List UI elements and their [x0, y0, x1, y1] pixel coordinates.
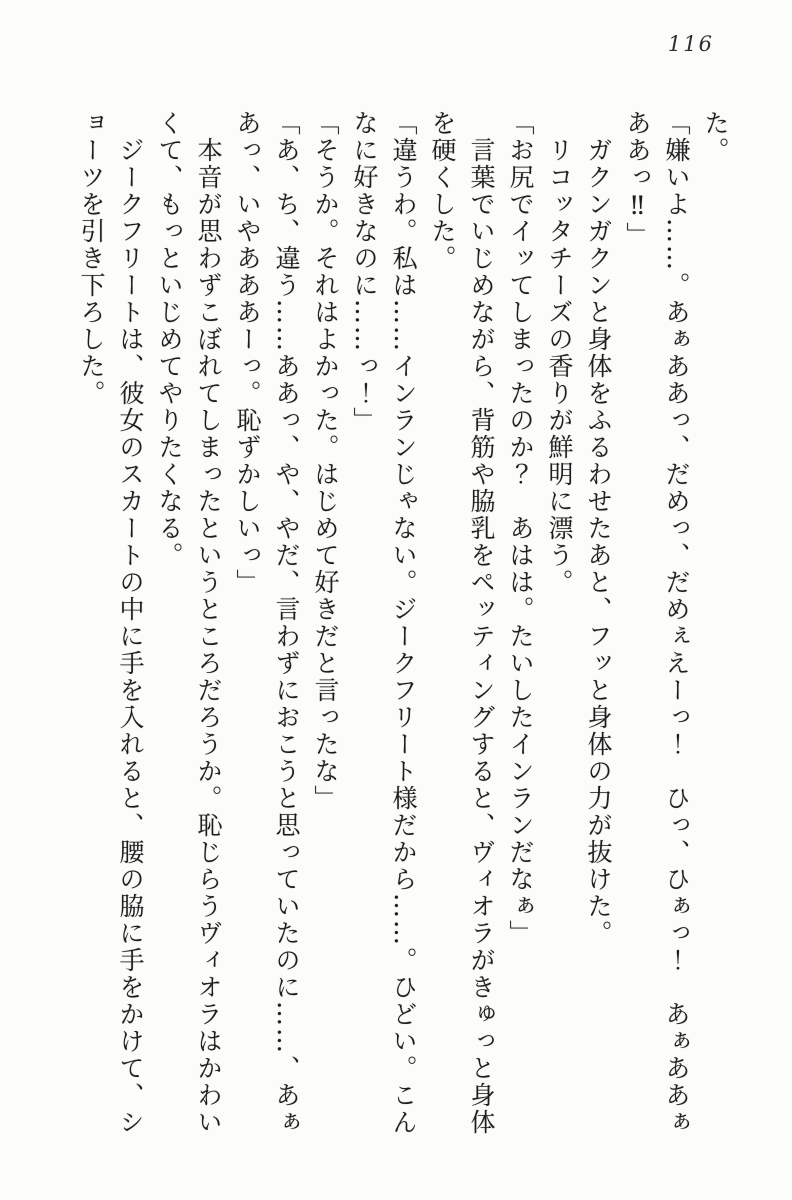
paragraph: 言葉でいじめながら、背筋や脇乳をペッティングすると、ヴィオラがきゅっと身体を硬くした。 — [428, 110, 496, 1136]
paragraph: 「お尻でイッてしまったのか？ あはは。たいしたインランだなぁ」 — [506, 110, 535, 947]
paragraph: ジークフリートは、彼女のスカートの中に手を入れると、腰の脇に手をかけて、ショーツを引き下ろした。 — [77, 110, 145, 1136]
paragraph: 「嫌いよ……。あぁああっ、だめっ、だめぇえーっ！ ひっ、ひぁっ！ あぁああぁああっ‼」 — [623, 110, 691, 1136]
paragraph: た。 — [701, 110, 730, 164]
paragraph: ガクンガクンと身体をふるわせたあと、フッと身体の力が抜けた。 — [584, 137, 613, 947]
page-text — [72, 110, 735, 1142]
paragraph: 「あ、ち、違う……ああっ、や、やだ、言わずにおこうと思っていたのに……、あぁあっ、いやあああーっ。恥ずかしいっ」 — [233, 110, 301, 1136]
paragraph: リコッタチーズの香りが鮮明に漂う。 — [545, 137, 574, 596]
paragraph: 「違うわ。私は……インランじゃない。ジークフリート様だから……。ひどい。こんなに好きなのに……っ！」 — [350, 110, 418, 1136]
paragraph: 「そうか。それはよかった。はじめて好きだと言ったな」 — [311, 110, 340, 812]
paragraph: 本音が思わずこぼれてしまったというところだろうか。恥じらうヴィオラはかわいくて、もっといじめてやりたくなる。 — [155, 110, 223, 1136]
page-number: 116 — [667, 32, 714, 56]
